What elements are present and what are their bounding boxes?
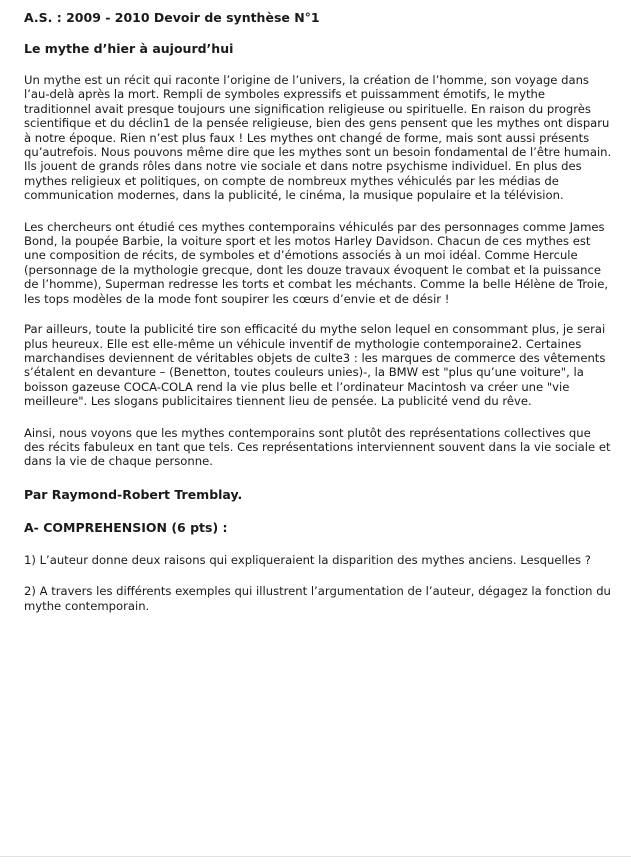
paragraph-4: Ainsi, nous voyons que les mythes contemporains sont plutôt des représentations collectives que des récits fabuleux en tant que tels. Ces représentations interviennent souvent dans la vie sociale et dans la vie de chaque personne. [24, 425, 611, 469]
question-2: 2) A travers les différents exemples qui illustrent l’argumentation de l’auteur, dégagez la fonction du mythe contemporain. [24, 584, 611, 613]
document-page [24, 10, 614, 613]
paragraph-2: Les chercheurs ont étudié ces mythes contemporains véhiculés par des personnages comme James Bond, la poupée Barbie, la voiture sport et les motos Harley Davidson. Chacun de ces mythes est une composition de récits, de symboles et d’émotions associés à un moi idéal. Comme Hercule (personnage de la mythologie grecque, dont les douze travaux évoquent le combat et la puissance de l’homme), Superman redresse les torts et combat les méchants. Comme la belle Hélène de Troie, les tops modèles de la mode font soupirer les cœurs d’envie et de désir ! [24, 219, 609, 306]
page-bottom-divider [0, 856, 631, 857]
exam-subject-line: A.S. : 2009 - 2010 Devoir de synthèse N°1 [24, 10, 320, 25]
author-signature: Par Raymond-Robert Tremblay. [24, 486, 243, 502]
section-title: A- COMPREHENSION (6 pts) : [24, 519, 228, 535]
question-1: 1) L’auteur donne deux raisons qui expliqueraient la disparition des mythes anciens. Lesquelles ? [24, 552, 591, 567]
paragraph-1: Un mythe est un récit qui raconte l’origine de l’univers, la création de l’homme, son voyage dans l’au-delà après la mort. Rempli de symboles expressifs et puissamment émotifs, le mythe traditionnel avait presque toujours une signification religieuse ou spirituelle. En raison du progrès scientifique et du déclin1 de la pensée religieuse, bien des gens pensent que les mythes ont disparu à notre époque. Rien n’est plus faux ! Les mythes ont changé de forme, mais sont aussi présents qu’autrefois. Nous pouvons même dire que les mythes sont un besoin fondamental de l’être humain. Ils jouent de grands rôles dans notre vie sociale et dans notre psychisme individuel. En plus des mythes religieux et politiques, on compte de nombreux mythes véhiculés par les médias de communication modernes, dans la publicité, le cinéma, la musique populaire et la télévision. [24, 73, 612, 203]
paragraph-3: Par ailleurs, toute la publicité tire son efficacité du mythe selon lequel en consommant plus, je serai plus heureux. Elle est elle-même un véhicule inventif de mythologie contemporaine2. Certaines marchandises deviennent de véritables objets de culte3 : les marques de commerce des vêtements s’étalent en devanture – (Benetton, toutes couleurs unies)-, la BMW est "plus qu’une voiture", la boisson gazeuse COCA-COLA rend la vie plus belle et l’ordinateur Macintosh va créer une "vie meilleure". Les slogans publicitaires tiennent lieu de pensée. La publicité vend du rêve. [24, 322, 606, 409]
text-title: Le mythe d’hier à aujourd’hui [24, 41, 234, 56]
